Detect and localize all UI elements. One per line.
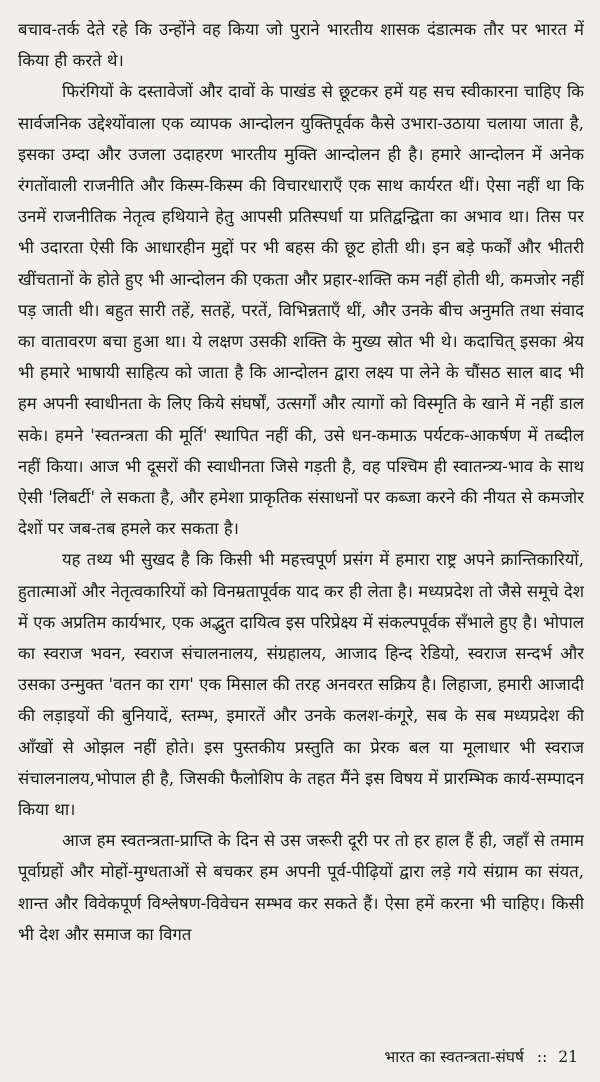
running-title: भारत का स्वतन्त्रता-संघर्ष [384,1048,524,1066]
page-footer [384,1046,578,1068]
footer-separator: :: [536,1048,548,1066]
page-number: 21 [558,1048,578,1066]
paragraph-continuation: बचाव-तर्क देते रहे कि उन्होंने वह किया जो पुराने भारतीय शासक दंडात्मक तौर पर भारत में किया ही करते थे। [18,20,584,71]
paragraph-swatantrata: आज हम स्वतन्त्रता-प्राप्ति के दिन से उस जरूरी दूरी पर तो हर हाल हैं ही, जहाँ से तमाम पूर्वाग्रहों और मोहों-मुग्धताओं से बचकर हम अपनी पूर्व-पीढ़ियों द्वारा लड़े गये संग्राम का संयत, शान्त और विवेकपूर्ण विश्लेषण-विवेचन सम्भव कर सकते हैं। ऐसा हमें करना भी चाहिए। किसी भी देश और समाज का विगत [18,831,584,944]
page-body [18,14,584,1044]
paragraph-firangi: फिरंगियों के दस्तावेजों और दावों के पाखंड से छूटकर हमें यह सच स्वीकारना चाहिए कि सार्वजनिक उद्देश्योंवाला एक व्यापक आन्दोलन युक्तिपूर्वक कैसे उभारा-उठाया चलाया जाता है, इसका उम्दा और उजला उदाहरण भारतीय मुक्ति आन्दोलन ही है। हमारे आन्दोलन में अनेक रंगतोंवाली राजनीति और किस्म-किस्म की विचारधाराएँ एक साथ कार्यरत थीं। ऐसा नहीं था कि उनमें राजनीतिक नेतृत्व हथियाने हेतु आपसी प्रतिस्पर्धा या प्रतिद्वन्द्विता का अभाव था। तिस पर भी उदारता ऐसी कि आधारहीन मुद्दों पर भी बहस की छूट होती थी। इन बड़े फर्कों और भीतरी खींचतानों के होते हुए भी आन्दोलन की एकता और प्रहार-शक्ति कम नहीं होती थी, कमजोर नहीं पड़ जाती थी। बहुत सारी तहें, सतहें, परतें, विभिन्नताएँ थीं, और उनके बीच अनुमति तथा संवाद का वातावरण बचा हुआ था। ये लक्षण उसकी शक्ति के मुख्य स्रोत भी थे। कदाचित् इसका श्रेय भी हमारे भाषायी साहित्य को जाता है कि आन्दोलन द्वारा लक्ष्य पा लेने के चौंसठ साल बाद भी हम अपनी स्वाधीनता के लिए किये संघर्षों, उत्सर्गों और त्यागों को विस्मृति के खाने में नहीं डाल सके। हमने 'स्वतन्त्रता की मूर्ति' स्थापित नहीं की, उसे धन-कमाऊ पर्यटक-आकर्षण में तब्दील नहीं किया। आज भी दूसरों की स्वाधीनता जिसे गड़ती है, वह पश्चिम ही स्वातन्त्र्य-भाव के साथ ऐसी 'लिबर्टी' ले सकता है, और हमेशा प्राकृतिक संसाधनों पर कब्जा करने की नीयत से कमजोर देशों पर जब-तब हमले कर सकता है। [18,82,584,539]
paragraph-rashtra: यह तथ्य भी सुखद है कि किसी भी महत्त्वपूर्ण प्रसंग में हमारा राष्ट्र अपने क्रान्तिकारियों, हुतात्माओं और नेतृत्वकारियों को विनम्रतापूर्वक याद कर ही लेता है। मध्यप्रदेश तो जैसे समूचे देश में एक अप्रतिम कार्यभार, एक अद्भुत दायित्व इस परिप्रेक्ष्य में संकल्पपूर्वक सँभाले हुए है। भोपाल का स्वराज भवन, स्वराज संचालनालय, संग्रहालय, आजाद हिन्द रेडियो, स्वराज सन्दर्भ और उसका उन्मुक्त 'वतन का राग' एक मिसाल की तरह अनवरत सक्रिय है। लिहाजा, हमारी आजादी की लड़ाइयों की बुनियादें, स्तम्भ, इमारतें और उनके कलश-कंगूरे, सब के सब मध्यप्रदेश की आँखों से ओझल नहीं होते। इस पुस्तकीय प्रस्तुति का प्रेरक बल या मूलाधार भी स्वराज संचालनालय,भोपाल ही है, जिसकी फैलोशिप के तहत मैंने इस विषय में प्रारम्भिक कार्य-सम्पादन किया था। [18,550,584,820]
